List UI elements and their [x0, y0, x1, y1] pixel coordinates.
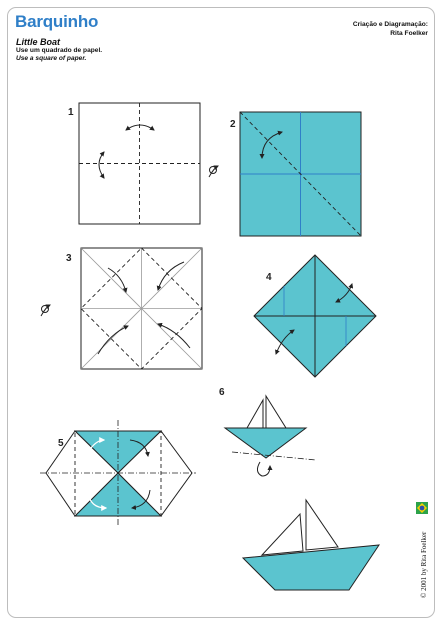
- finished-boat: [243, 500, 379, 590]
- finished-boat-sail-right: [306, 500, 338, 550]
- step-3: [41, 248, 202, 369]
- page-title: Barquinho: [15, 12, 99, 31]
- step-number: 5: [58, 438, 64, 449]
- credit-author: Rita Foelker: [390, 30, 428, 37]
- paper-square: [79, 103, 200, 224]
- copyright-notice: © 2001 by Rita Foelker: [420, 531, 428, 598]
- turn-over-icon: [41, 305, 50, 316]
- step-5: [40, 420, 196, 526]
- step-6: [219, 387, 316, 476]
- step-number: 6: [219, 387, 225, 398]
- step-2: [209, 112, 361, 236]
- step-4: [254, 255, 376, 377]
- turn-over-icon: [209, 166, 218, 177]
- brazil-flag-icon: [416, 502, 428, 514]
- step-1: [68, 103, 200, 224]
- step-number: 2: [230, 119, 236, 130]
- credit-label: Criação e Diagramação:: [352, 21, 428, 28]
- instruction-portuguese: Use um quadrado de papel.: [16, 47, 103, 54]
- boat-hull: [225, 428, 306, 458]
- instruction-english: Use a square of paper.: [16, 55, 87, 62]
- mountain-fold-line: [232, 452, 316, 460]
- fold-arrow-icon: [257, 462, 270, 476]
- boat-sail-right: [266, 396, 286, 428]
- boat-sail-left: [247, 400, 263, 428]
- page-subtitle: Little Boat: [16, 37, 60, 47]
- finished-boat-sail-left: [262, 514, 303, 555]
- step-number: 4: [266, 272, 272, 283]
- step-number: 1: [68, 107, 74, 118]
- step-number: 3: [66, 253, 72, 264]
- finished-boat-hull: [243, 545, 379, 590]
